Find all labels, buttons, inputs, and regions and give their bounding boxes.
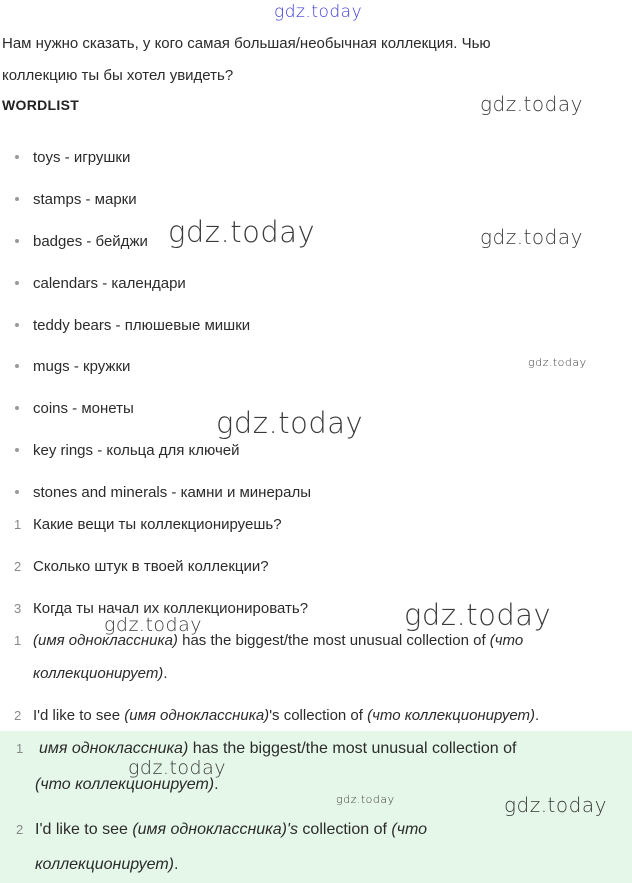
wordlist-heading: WORDLIST xyxy=(2,97,80,113)
answer-sentence-1: 1 имя одноклассника) has the biggest/the most unusual collection of xyxy=(16,740,517,757)
watermark-text: gdz.today xyxy=(480,225,583,249)
template-sentence-2: 2 I'd like to see (имя одноклассника)'s collection of (что коллекционирует). xyxy=(14,707,540,724)
list-item: toys - игрушки xyxy=(15,149,130,166)
list-item: coins - монеты xyxy=(15,400,134,417)
bullet-icon xyxy=(15,155,19,159)
watermark-text: gdz.today xyxy=(274,2,363,22)
list-item: badges - бейджи xyxy=(15,233,148,250)
bullet-icon xyxy=(15,490,19,494)
list-item: calendars - календари xyxy=(15,275,186,292)
bullet-icon xyxy=(15,197,19,201)
answer-sentence-2-cont: коллекционирует). xyxy=(35,856,179,873)
bullet-icon xyxy=(15,448,19,452)
watermark-text: gdz.today xyxy=(168,215,316,249)
watermark-text: gdz.today xyxy=(480,92,583,116)
template-sentence-1-cont: коллекционирует). xyxy=(33,665,168,682)
watermark-text: gdz.today xyxy=(104,614,202,636)
intro-line-1: Нам нужно сказать, у кого самая большая/необычная коллекция. Чью xyxy=(2,35,491,52)
watermark-text: gdz.today xyxy=(128,757,226,779)
watermark-text: gdz.today xyxy=(528,356,587,369)
question-2: 2 Сколько штук в твоей коллекции? xyxy=(14,558,269,575)
question-1: 1 Какие вещи ты коллекционируешь? xyxy=(14,516,282,533)
template-sentence-1: 1 (имя одноклассника) has the biggest/the most unusual collection of (что xyxy=(14,632,524,649)
bullet-icon xyxy=(15,281,19,285)
watermark-text: gdz.today xyxy=(336,793,395,806)
watermark-text: gdz.today xyxy=(404,598,552,632)
list-item: mugs - кружки xyxy=(15,358,130,375)
intro-line-2: коллекцию ты бы хотел увидеть? xyxy=(2,67,234,84)
question-3: 3 Когда ты начал их коллекционировать? xyxy=(14,600,309,617)
bullet-icon xyxy=(15,239,19,243)
list-item: stamps - марки xyxy=(15,191,137,208)
list-item: teddy bears - плюшевые мишки xyxy=(15,317,250,334)
bullet-icon xyxy=(15,323,19,327)
list-item: key rings - кольца для ключей xyxy=(15,442,240,459)
list-item: stones and minerals - камни и минералы xyxy=(15,484,311,501)
watermark-text: gdz.today xyxy=(216,406,364,440)
bullet-icon xyxy=(15,364,19,368)
watermark-text: gdz.today xyxy=(504,793,607,817)
answer-sentence-1-cont: (что коллекционирует). xyxy=(35,776,219,793)
answer-sentence-2: 2 I'd like to see (имя одноклассника)'s collection of (что xyxy=(16,821,428,838)
bullet-icon xyxy=(15,406,19,410)
